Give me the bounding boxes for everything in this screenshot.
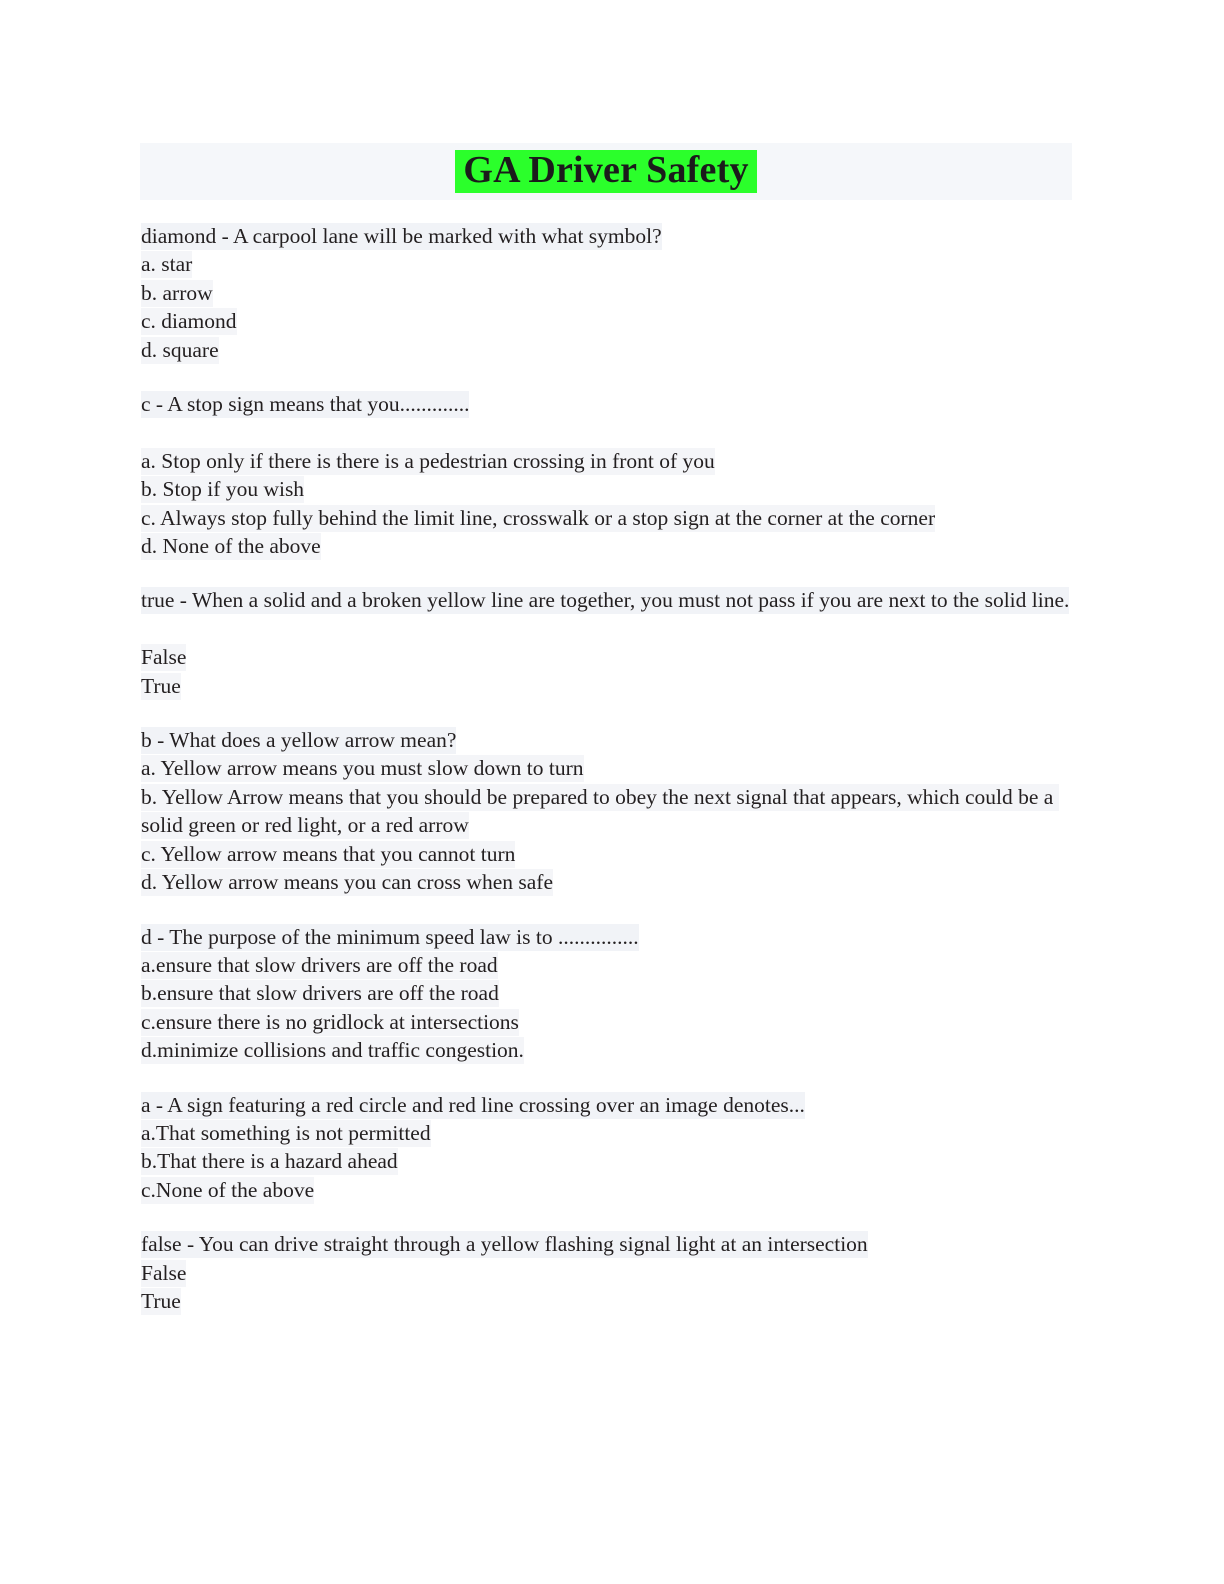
answer-option [141,475,1076,503]
question-text [141,1091,1076,1119]
text-run: diamond - A carpool lane will be marked with what symbol? [141,224,662,248]
text-run: c. Always stop fully behind the limit line, crosswalk or a stop sign at the corner at the corner [141,505,936,530]
answer-option [141,754,1076,782]
question-4 [141,726,1076,896]
page-title [140,143,1072,200]
question-7 [141,1230,1076,1315]
text-run: c. Yellow arrow means that you cannot turn [141,841,516,866]
text-run: True [141,1288,181,1313]
text-run: a - A sign featuring a red circle and red line crossing over an image denotes... [141,1092,805,1117]
answer-option [141,279,1076,307]
question-3 [141,586,1076,700]
text-run: False [141,1260,187,1285]
answer-option [141,504,1076,532]
text-run: False [141,645,187,670]
text-run: c - A stop sign means that you............. [141,392,470,417]
question-5 [141,923,1076,1065]
answer-option [141,250,1076,278]
question-text [141,222,1076,250]
text-run: a. Stop only if there is there is a pedestrian crossing in front of you [141,448,715,473]
answer-option [141,447,1076,475]
text-run: b.That there is a hazard ahead [141,1149,398,1174]
text-run: d.minimize collisions and traffic congestion. [141,1038,524,1063]
answer-option [141,672,1076,700]
answer-option [141,840,1076,868]
question-text [141,923,1076,951]
text-run: b - What does a yellow arrow mean? [141,728,457,753]
answer-option [141,336,1076,364]
blank-line [141,615,1076,643]
text-run: b. Stop if you wish [141,477,305,502]
answer-option [141,1147,1076,1175]
answer-option [141,868,1076,896]
question-text [141,390,1076,418]
answer-option [141,1259,1076,1287]
answer-option [141,643,1076,671]
text-run: a. Yellow arrow means you must slow down to turn [141,756,584,781]
question-text [141,586,1076,614]
question-1 [141,222,1076,364]
answer-option [141,307,1076,335]
text-run: c.ensure there is no gridlock at intersections [141,1009,519,1034]
text-run: c. diamond [141,309,237,334]
question-text [141,1230,1076,1258]
answer-option [141,1008,1076,1036]
answer-option [141,951,1076,979]
answer-option [141,1176,1076,1204]
document-title-band [140,143,1072,200]
text-run: True [141,673,181,698]
question-text [141,726,1076,754]
text-run: b.ensure that slow drivers are off the road [141,981,499,1006]
text-run: a.That something is not permitted [141,1120,431,1145]
text-run: d. square [141,337,219,362]
answer-option [141,1287,1076,1315]
text-run: a.ensure that slow drivers are off the road [141,952,498,977]
answer-option [141,1119,1076,1147]
text-run: a. star [141,252,193,277]
document-body [141,222,1076,1315]
answer-option [141,532,1076,560]
text-run: true - When a solid and a broken yellow line are together, you must not pass if you are next to the solid line. [141,588,1070,613]
text-run: d. Yellow arrow means you can cross when safe [141,870,553,895]
question-6 [141,1091,1076,1205]
question-2 [141,390,1076,560]
text-run: false - You can drive straight through a yellow flashing signal light at an intersection [141,1232,868,1257]
answer-option [141,783,1076,840]
text-run: d. None of the above [141,534,321,559]
text-run: d - The purpose of the minimum speed law is to ............... [141,924,639,949]
blank-line [141,418,1076,446]
answer-option [141,1036,1076,1064]
text-run: b. arrow [141,280,213,305]
page-title-highlight: GA Driver Safety [455,150,756,194]
text-run: c.None of the above [141,1177,315,1202]
text-run: b. Yellow Arrow means that you should be prepared to obey the next signal that appears, which could be a solid green or red light, or a red arrow [141,784,1059,838]
answer-option [141,979,1076,1007]
